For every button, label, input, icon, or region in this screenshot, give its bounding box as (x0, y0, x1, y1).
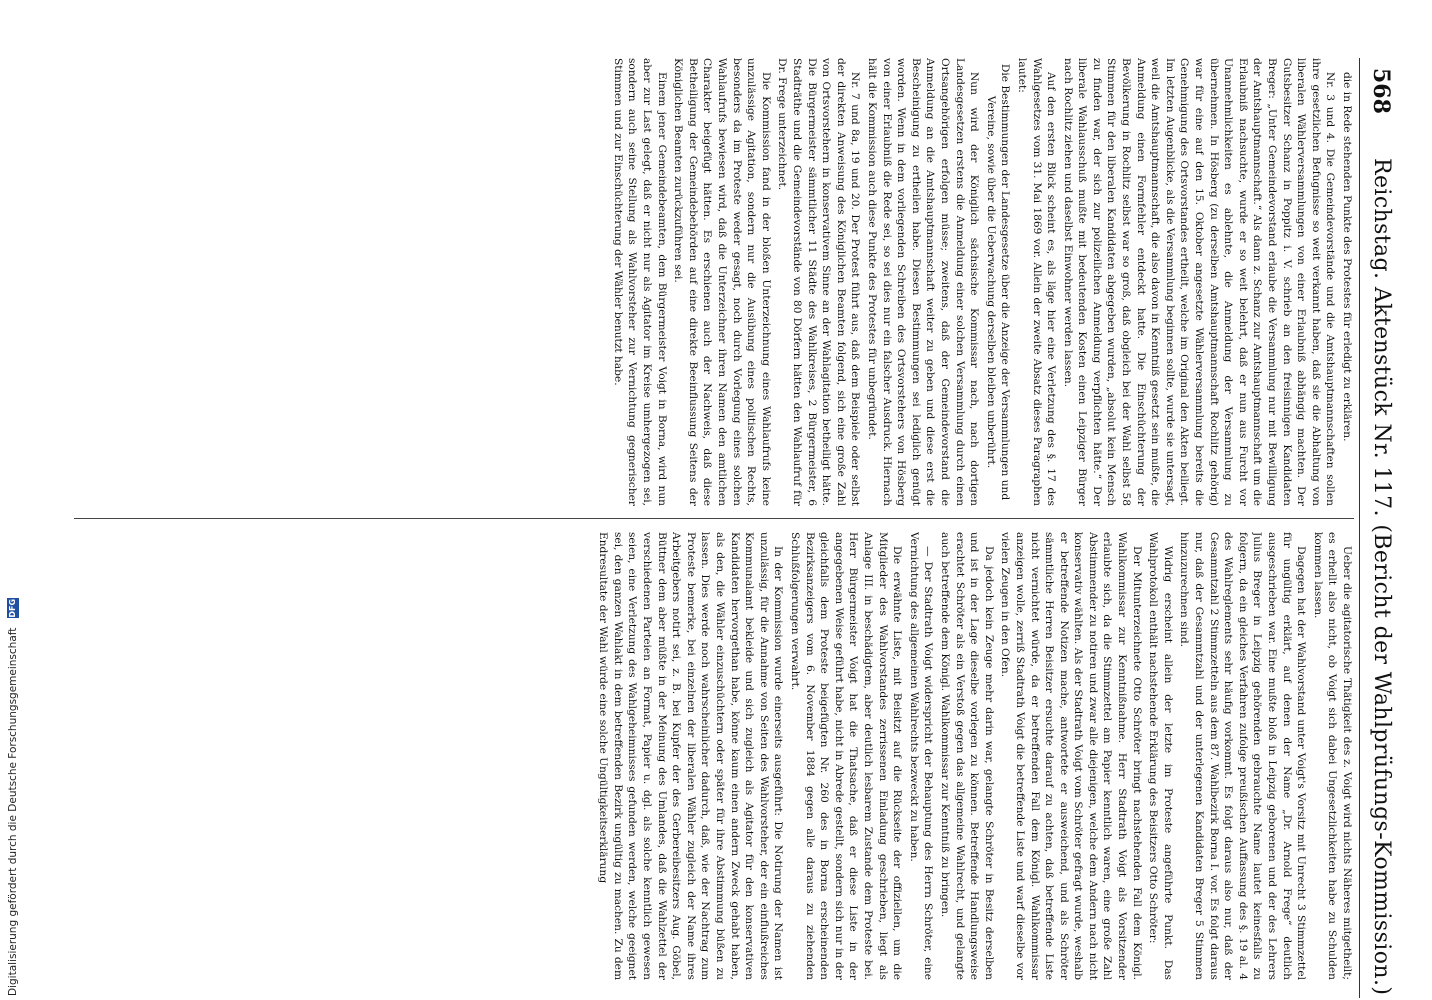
paragraph: Nr. 3 und 4. Die Gemeindevorstände und die Amtshauptmannschaften sollen ihre gesetzlichen Befugnisse so weit verkannt haben, daß sie die Abhaltung von liberalen Wählerversammlungen von einer Erlaubniß abhängig machten. Der Gutsbesitzer Schanz in Poppitz i. V. schrieb an den freisinnigen Kandidaten Breger: „Unter Gemeindevorstand erlaube die Versammlung nur mit Bewilligung der Amtshauptmannschaft.“ Als dann z. Schanz zur Amtshauptmannschaft um die Erlaubniß nachsuchte, wurde er so weit belehrt, daß er nun aus Furcht vor Unannehmlichkeiten es ablehnte, die Anmeldung der Versammlung zu übernehmen. In Hösberg (zu derselben Amtshauptmannschaft Rochlitz gehörig) war für eine auf den 15. Oktober angesetzte Wählerversammlung bereits die Genehmigung des Ortsvorstandes ertheilt, welche im Original den Akten beiliegt. Im letzten Augenblicke, als die Versammlung beginnen sollte, wurde sie untersagt, weil die Amtshauptmannschaft, die also davon in Kenntniß gesetzt sein mußte, die Anmeldung einen Formfehler entdeckt hatte. Die Einschüchterung der Bevölkerung in Rochlitz selbst war so groß, daß obgleich bei der Wahl selbst 58 Stimmen für den liberalen Kandidaten abgegeben wurden, „absolut kein Mensch zu finden war, der sich zur polizeilichen Anmeldung verpflichten hätte.“ Der liberale Wahlausschuß mußte mit bedeutenden Kosten einen Leipziger Bürger nach Rochlitz ziehen und daselbst Einwohner werden lassen. (1061, 58, 1337, 506)
text-column-right (74, 532, 1354, 980)
page-number: 568 (1368, 68, 1394, 114)
page-header (1364, 58, 1398, 998)
running-title: Reichstag. Aktenstück Nr. 117. (Bericht der Wahlprüfungs-Kommission.) (1369, 158, 1394, 996)
paragraph: Die Kommission fand in der bloßen Unterzeichnung eines Wahlaufrufs keine unzulässige Agitation, sondern nur die Ausübung eines politischen Rechts, besonders da im Proteste weder gesagt, noch durch Vorlegung eines solchen Wahlaufrufs bewiesen wird, daß die Unterzeichner ihren Namen den amtlichen Charakter beigefügt hätten. Es erschienen auch der Nachweis, daß diese Betheiligung der Gemeindebehörden auf eine direkte Beeinflussung Seitens der Königlichen Beamten zurückzuführen sei. (672, 58, 772, 506)
paragraph: Die erwähnte Liste, mit Beisitzt auf die Rückseite der offiziellen, um die Mitglieder des Wahlvorstandes zerrissenen Einladung geschrieben, liegt als Anlage III. in beschädigtem, aber deutlich lesbarem Zustande dem Proteste bei. Herr Bürgermeister Voigt hat die Thatsache, daß er diese Liste in der angegebenen Weise geführt habe, nicht in Abrede gestellt, sondern sich nur in der gleichfalls dem Proteste beigefügten Nr. 260 des in Borna erscheinenden Bezirksanzeigers vom 6. November 1884 gegen alle daraus zu ziehenden Schlußfolgerungen verwahrt. (789, 532, 904, 980)
digitization-note-text: Digitalisierung gefördert durch die Deutsche Forschungsgemeinschaft (7, 627, 19, 996)
paragraph: Nun wird der Königlich sächsische Kommissar nach, nach dortigen Landesgesetzen erstens die Anmeldung einer solchen Versammlung durch einen Ortsangehörigen erfolgen müsse; zweitens, daß der Gemeindevorstand die Anmeldung an die Amtshauptmannschaft weiter zu geben und diese erst die Bescheinigung zu ertheilen habe. Diesen Bestimmungen sei lediglich genügt worden. Wenn in dem vorliegenden Schreiben des Ortsvorstehers von Hösberg von einer Erlaubniß die Rede sei, so sei dies nur ein falscher Ausdruck. Hiernach hält die Kommission auch diese Punkte des Protestes für unbegründet. (866, 58, 981, 506)
document-page (68, 58, 1398, 998)
column-divider (74, 518, 1354, 519)
paragraph: Ueber die agitatorische Thätigkeit des z. Voigt wird nichts Näheres mitgetheilt; es erhellt also nicht, ob Voigt sich dabei Ungesetzlichkeiten habe zu Schulden kommen lassen. (1311, 532, 1353, 980)
paragraph: Nr. 7 und 8a, 19 und 20. Der Protest führt aus, daß dem Beispiele oder selbst der direkten Anweisung des Königlichen Beamten folgend, sich eine große Zahl von Ortsvorstehern in konservativem Sinne an der Wahlagitation betheiligt hätte. Die Bürgermeister sämmtlicher 11 Städte des Wahlkreises, 2 Bürgermeister, 6 Stadträthe und die Gemeindevorstände von 80 Dörfern hätten den Wahlaufruf für Dr. Frege unterzeichnet. (776, 58, 862, 506)
paragraph: Auf den ersten Blick scheint es, als läge hier eine Verletzung des §. 17 des Wahlgesetzes vom 31. Mai 1869 vor. Allein der zweite Absatz dieses Paragraphen lautet: (1015, 58, 1058, 506)
paragraph: die in Rede stehenden Punkte des Protestes für erledigt zu erklären. (1341, 72, 1353, 442)
paragraph: — Der Stadtrath Voigt widerspricht der Behauptung des Herrn Schröter, eine Vernichtung des allgemeinen Wahlrechts bezweckt zu haben. (907, 532, 935, 980)
quoted-paragraph: Die Bestimmungen der Landesgesetze über die Anzeige der Versammlungen und Vereine, sowie über die Ueberwachung derselben bleiben unberührt. (984, 63, 1012, 501)
text-column-left (74, 58, 1354, 506)
dfg-logo: DFG (8, 598, 17, 618)
paragraph: Einem jener Gemeindebeamten, dem Bürgermeister Voigt in Borna, wird nun aber zur Last gelegt, daß er nicht nur als Agitator im Kreise umhergezogen sei, sondern auch seine Stellung als Wahlvorsteher zur Vernichtung gegnerischer Stimmen und zur Einschüchterung der Wähler benutzt habe. (611, 58, 668, 506)
quoted-paragraph: Der Mitunterzeichnete Otto Schröter bringt nachstehenden Fall dem Königl. Wahlkommissar zur Kenntnißnahme. Herr Stadtrath Voigt als Vorsitzender erlaubte sich, da die Stimmzettel am Papier kenntlich waren, eine große Zahl Abstimmender zu notiren und zwar alle diejenigen, welche dem Andern nach nicht konservativ wählten. Als der Stadtrath Voigt vom Schröter gefragt wurde, weshalb er betreffende Notizen mache, antwortete er ausweichend, und als Schröter sämmtliche Herren Beisitzer ersuchte darauf zu achten, daß betreffende Liste nicht vernichtet würde, da er betreffenden Fall dem Königl. Wahlkommissar anzeigen wolle, zerriß Stadtrath Voigt die betreffende Liste und warf dieselbe vor vielen Zeugen in den Ofen. (999, 532, 1143, 980)
paragraph: Widrig erscheint allein der letzte im Proteste angeführte Punkt. Das Wahlprotokoll enthält nachstehende Erklärung des Beisitzers Otto Schröter: (1147, 532, 1174, 980)
header-rule (1359, 58, 1360, 998)
digitization-note (4, 6, 22, 996)
paragraph: In der Kommission wurde einerseits ausgeführt: Die Notirung der Namen ist unzulässig, für die Annahme von Seiten des Wahlvorsteher, der ein einflußreiches Kommunalamt bekleide und sich zugleich als Agitator für den konservativen Kandidaten hervorgethan habe, könne kaum einen andern Zweck gehabt haben, als den, die Wähler einzuschüchtern oder später für ihre Abstimmung büßen zu lassen. Dies werde noch wahrscheinlicher dadurch, daß, wie der Nachtrag zum Proteste bemerke, bei einzelnen der liberalen Wähler zugleich der Name ihres Arbeitgebers notirt sei, z. B. bei Kupfer der des Gerbereibesitzers Aug. Göbel, Büttner dem aber müßte in der Meinung des Umlandes, daß die Wahlzettel der verschiedenen Parteien an Format, Papier u. dgl. als solche kenntlich gewesen seien, eine Verletzung des Wahlgeheimnisses gefunden werden, welche geeignet sei, den ganzen Wahlakt in dem betreffenden Bezirk ungültig zu machen. Zu dem Endresultate der Wahl würde eine solche Ungültigkeitserklärung (597, 532, 785, 980)
paragraph: Da jedoch kein Zeuge mehr darin war, gelangte Schröter in Besitz derselben und ist in der Lage dieselbe vorlegen zu können. Betreffende Handlungsweise erachtet Schröter als ein Verstoß gegen das allgemeine Wahlrecht, und gelangte auch betreffende dem Königl. Wahlkommissar zur Kenntniß zu bringen. (938, 532, 995, 980)
paragraph: Dagegen hat der Wahlvorstand unter Voigt's Vorsitz mit Unrecht 3 Stimmzettel für ungültig erklärt, auf denen der Name „Dr. Arnold Frege“ deutlich ausgeschrieben war. Eine mußte bloß in Leipzig geborenen und der des Lehrers Julius Breger in Leipzig gehörenden gebrauchte Name lautet keinesfalls zu folgern, da ein gleiches Verfahren zufolge preußischen Auffassung des §. 19 al. 4 des Wahlreglements sehr häufig vorkommt. Es folgt daraus also nur, daß der Gesammtzahl 2 Stimmzetteln aus dem 87. Wahlbezirk Borna I. vor. Es folgt daraus nur, daß der Gesammtzahl und der unterlegenen Kandidaten Breger 5 Stimmen hinzuzurechnen sind. (1178, 532, 1308, 980)
